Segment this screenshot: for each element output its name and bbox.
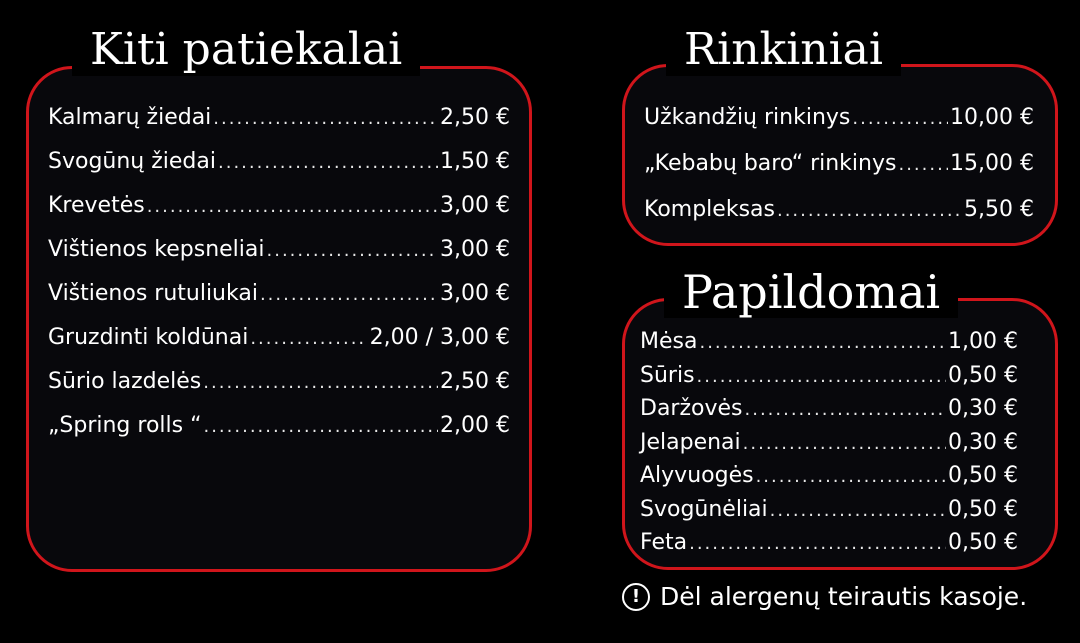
dot-leader — [267, 239, 439, 263]
item-name: Užkandžių rinkinys — [644, 105, 851, 130]
item-name: Svogūnėliai — [640, 496, 768, 522]
menu-item — [48, 106, 510, 150]
item-price: 15,00 € — [950, 151, 1034, 176]
rinkiniai-list — [644, 106, 1034, 244]
menu-item — [640, 397, 1018, 431]
dot-leader — [898, 153, 948, 177]
menu-item — [640, 330, 1018, 364]
item-name: Kalmarų žiedai — [48, 105, 212, 130]
item-price: 0,30 € — [948, 396, 1018, 421]
item-price: 2,50 € — [440, 105, 510, 130]
item-price: 2,00 € — [440, 413, 510, 438]
menu-item — [644, 198, 1034, 244]
dot-leader — [203, 371, 438, 395]
menu-item — [640, 364, 1018, 398]
item-price: 0,30 € — [948, 429, 1018, 455]
allergen-notice — [622, 580, 1027, 614]
dot-leader — [213, 107, 438, 131]
item-name: Mėsa — [640, 329, 698, 354]
item-price: 5,50 € — [964, 197, 1034, 222]
item-price: 1,50 € — [440, 149, 510, 174]
dot-leader — [689, 532, 946, 556]
dot-leader — [147, 195, 438, 219]
item-price: 2,50 € — [440, 369, 510, 394]
item-name: Kompleksas — [644, 197, 775, 222]
menu-item — [48, 238, 510, 282]
dot-leader — [250, 327, 367, 351]
dot-leader — [756, 465, 946, 489]
item-name: Alyvuogės — [640, 463, 754, 488]
item-price: 3,00 € — [440, 193, 510, 218]
item-price: 1,00 € — [948, 329, 1018, 354]
menu-item — [48, 370, 510, 414]
menu-item — [640, 431, 1018, 465]
item-price: 10,00 € — [950, 105, 1034, 130]
item-name: „Kebabų baro“ rinkinys — [644, 151, 897, 176]
menu-item — [640, 531, 1018, 565]
dot-leader — [699, 331, 946, 355]
dot-leader — [260, 283, 438, 307]
dot-leader — [745, 398, 947, 422]
item-price: 3,00 € — [440, 237, 510, 262]
menu-item — [48, 282, 510, 326]
dot-leader — [203, 415, 438, 439]
menu-item — [48, 326, 510, 370]
item-name: Svogūnų žiedai — [48, 149, 216, 174]
allergen-notice-text: Dėl alergenų teirautis kasoje. — [660, 582, 1028, 611]
dot-leader — [218, 151, 438, 175]
menu-item — [48, 414, 510, 458]
item-name: Sūrio lazdelės — [48, 369, 202, 394]
item-price: 0,50 € — [948, 362, 1018, 388]
item-name: Vištienos rutuliukai — [48, 281, 258, 306]
kiti-title: Kiti patiekalai — [72, 24, 420, 76]
item-price: 0,50 € — [948, 496, 1018, 522]
item-name: Vištienos kepsneliai — [48, 237, 265, 262]
papildomai-title: Papildomai — [664, 266, 958, 318]
item-price: 0,50 € — [948, 530, 1018, 555]
item-price: 3,00 € — [440, 281, 510, 306]
item-name: Sūris — [640, 362, 695, 388]
item-name: Krevetės — [48, 193, 145, 218]
item-name: Gruzdinti koldūnai — [48, 325, 249, 350]
dot-leader — [770, 499, 946, 523]
exclamation-icon: ! — [622, 583, 650, 611]
item-name: Jelapenai — [640, 429, 741, 455]
item-price: 0,50 € — [948, 463, 1018, 488]
kiti-list — [48, 106, 510, 458]
dot-leader — [777, 199, 962, 223]
item-name: Daržovės — [640, 396, 743, 421]
menu-item — [640, 498, 1018, 532]
dot-leader — [743, 432, 946, 456]
rinkiniai-title: Rinkiniai — [666, 24, 901, 76]
item-price: 2,00 / 3,00 € — [369, 325, 510, 350]
menu-item — [644, 106, 1034, 152]
dot-leader — [697, 365, 946, 389]
menu-item — [644, 152, 1034, 198]
dot-leader — [852, 107, 948, 131]
papildomai-list — [640, 330, 1018, 565]
menu-item — [48, 194, 510, 238]
item-name: Feta — [640, 530, 688, 555]
menu-item — [48, 150, 510, 194]
menu-item — [640, 464, 1018, 498]
item-name: „Spring rolls “ — [48, 413, 202, 438]
